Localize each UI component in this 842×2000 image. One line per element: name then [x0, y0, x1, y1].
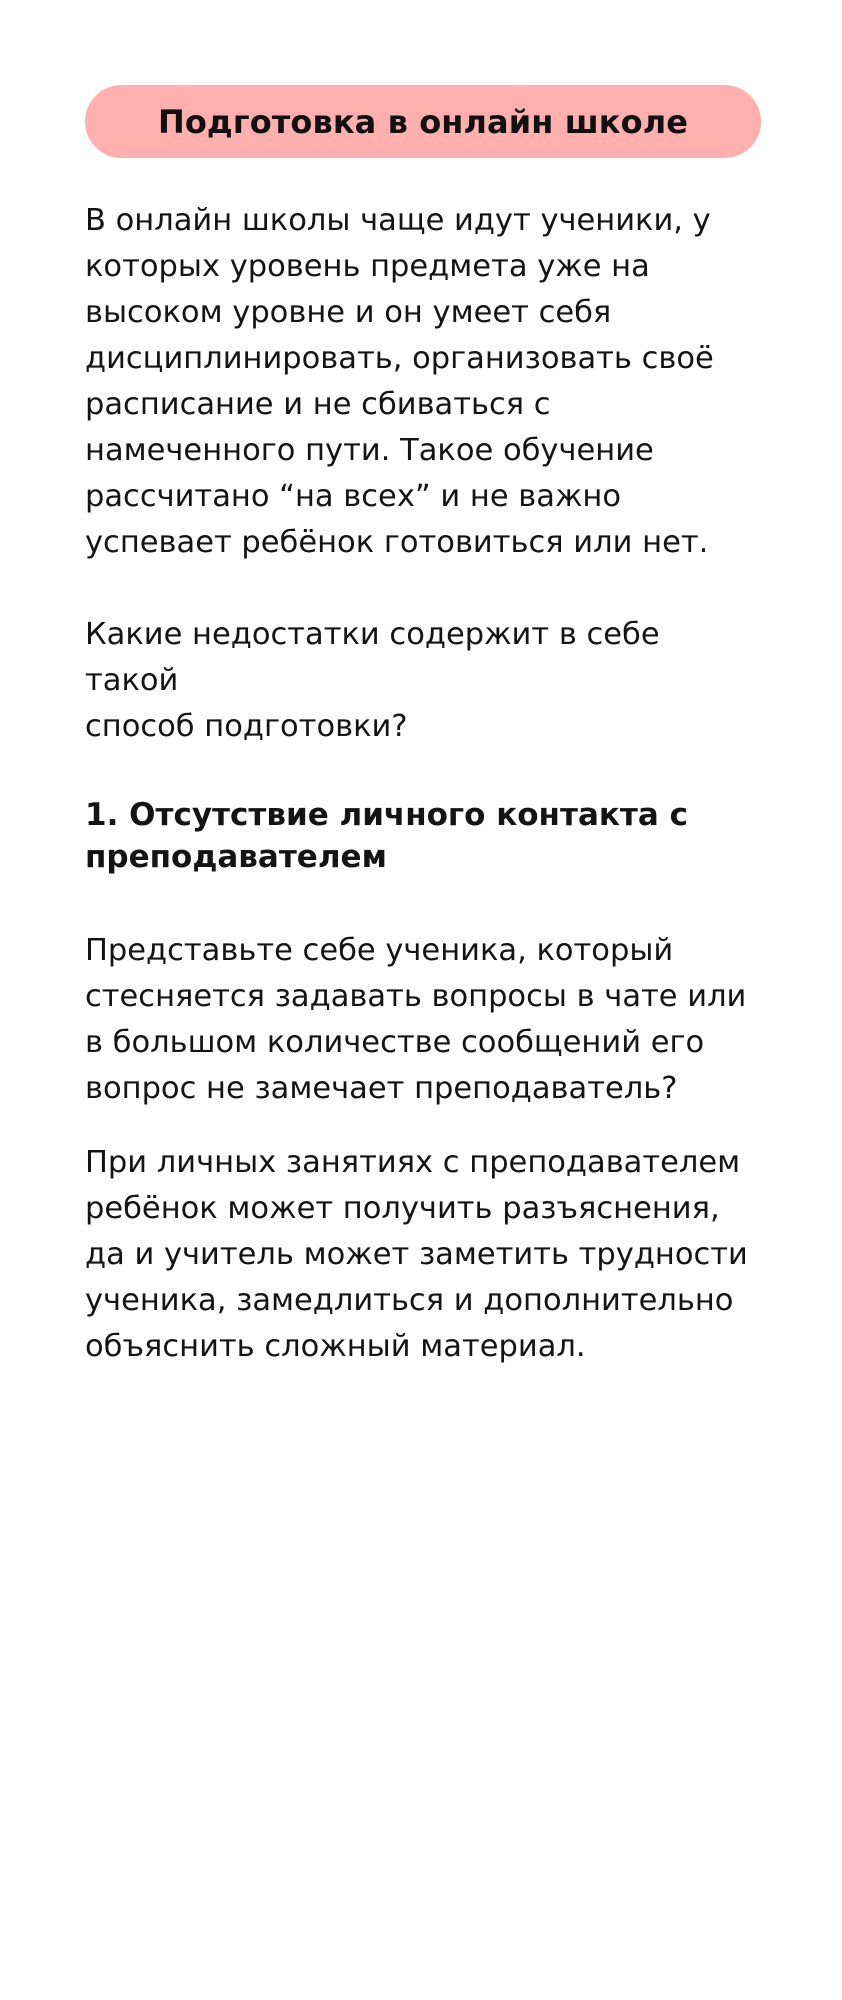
imagine-paragraph: Представьте себе ученика, который стесняется задавать вопросы в чате или в большом количестве сообщений его вопрос не замечает преподаватель?	[85, 933, 747, 1106]
intro-paragraph: В онлайн школы чаще идут ученики, у которых уровень предмета уже на высоком уровне и он умеет себя дисциплинировать, организовать своё расписание и не сбиваться с намеченного пути. Такое обучение рассчитано “на всех” и не важно успевает ребёнок готовиться или нет.	[85, 203, 714, 560]
article	[85, 85, 761, 1370]
page-title: Подготовка в онлайн школе	[157, 102, 689, 141]
section-heading: 1. Отсутствие личного контакта с преподавателем	[85, 797, 688, 875]
question-paragraph: Какие недостатки содержит в себе такой способ подготовки?	[85, 617, 660, 744]
personal-lessons-paragraph: При личных занятиях с преподавателем ребёнок может получить разъяснения, да и учитель может заметить трудности ученика, замедлиться и дополнительно объяснить сложный материал.	[85, 1145, 748, 1364]
title-banner	[85, 85, 761, 158]
